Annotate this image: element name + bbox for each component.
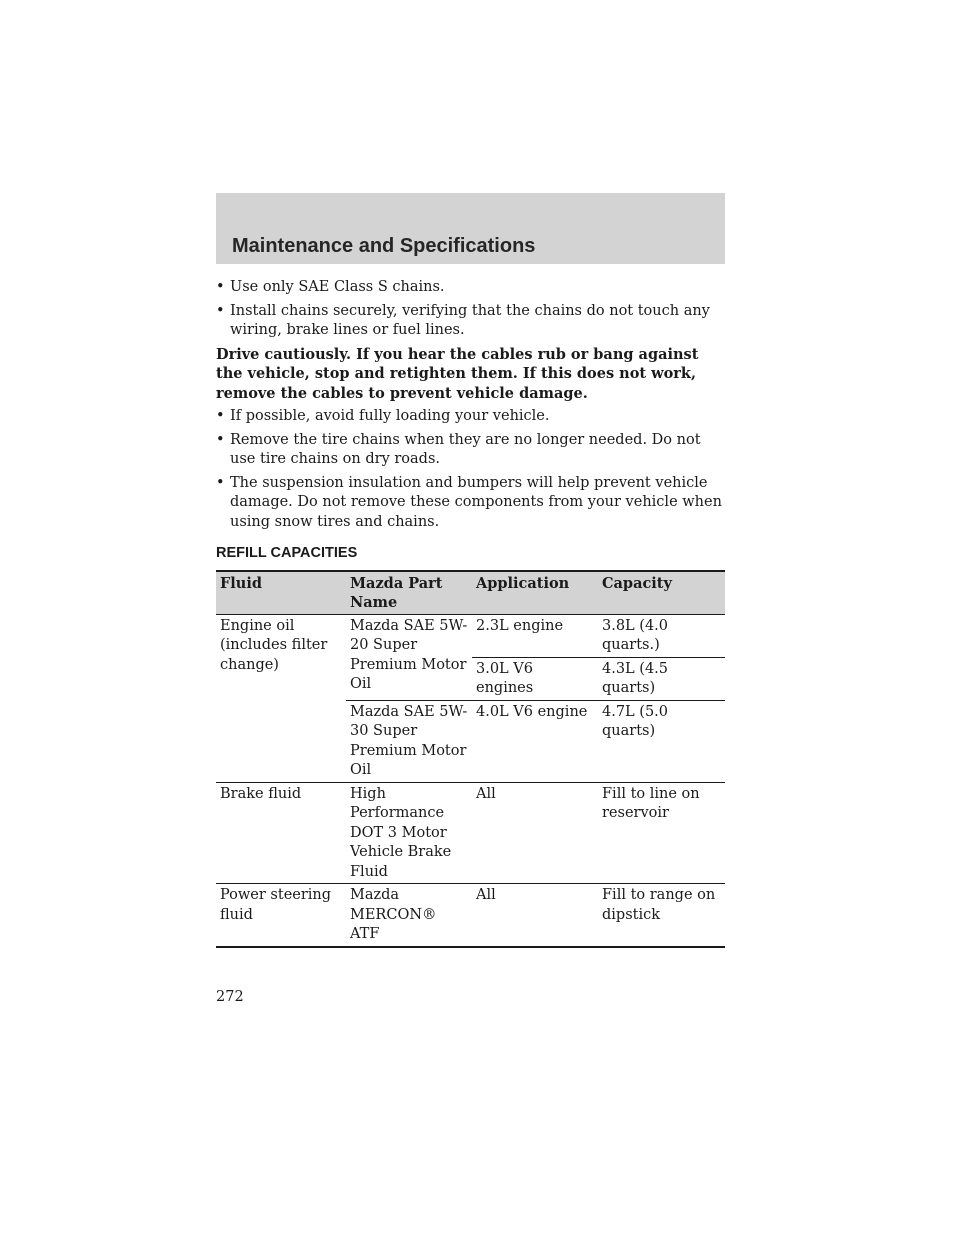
capacity-cell: Fill to range on dipstick bbox=[598, 884, 725, 947]
column-header: Application bbox=[472, 571, 598, 615]
bullet-icon: • bbox=[216, 474, 225, 491]
refill-capacities-table bbox=[216, 570, 725, 948]
part-name-cell: Mazda SAE 5W-30 Super Premium Motor Oil bbox=[346, 700, 472, 782]
table-row bbox=[216, 884, 725, 947]
fluid-cell: Engine oil (includes filter change) bbox=[216, 614, 346, 782]
table-row bbox=[216, 782, 725, 884]
column-header: Mazda Part Name bbox=[346, 571, 472, 615]
table-header-row bbox=[216, 571, 725, 615]
chain-bullet-list bbox=[216, 278, 725, 341]
list-item-text: Remove the tire chains when they are no longer needed. Do not use tire chains on dry roads. bbox=[230, 431, 701, 467]
page-content bbox=[216, 278, 725, 948]
part-name-cell: High Performance DOT 3 Motor Vehicle Brake Fluid bbox=[346, 782, 472, 884]
application-cell: All bbox=[472, 884, 598, 947]
application-cell: All bbox=[472, 782, 598, 884]
bullet-icon: • bbox=[216, 408, 225, 424]
table-row bbox=[216, 614, 725, 657]
capacity-cell: 4.7L (5.0 quarts) bbox=[598, 700, 725, 782]
list-item-text: Install chains securely, verifying that the chains do not touch any wiring, brake lines or fuel lines. bbox=[230, 302, 710, 338]
application-cell: 3.0L V6 engines bbox=[472, 657, 598, 700]
fluid-cell: Brake fluid bbox=[216, 782, 346, 884]
list-item-text: If possible, avoid fully loading your vehicle. bbox=[230, 408, 550, 424]
list-item bbox=[216, 407, 725, 427]
tips-bullet-list bbox=[216, 407, 725, 532]
refill-capacities-heading: REFILL CAPACITIES bbox=[216, 545, 358, 561]
application-cell: 4.0L V6 engine bbox=[472, 700, 598, 782]
part-name-cell: Mazda SAE 5W-20 Super Premium Motor Oil bbox=[346, 614, 472, 700]
list-item-text: The suspension insulation and bumpers will help prevent vehicle damage. Do not remove these components from your vehicle when using snow tires and chains. bbox=[230, 474, 722, 530]
capacity-cell: 3.8L (4.0 quarts.) bbox=[598, 614, 725, 657]
section-title: Maintenance and Specifications bbox=[232, 235, 536, 257]
bullet-icon: • bbox=[216, 279, 225, 295]
fluid-cell: Power steering fluid bbox=[216, 884, 346, 947]
bullet-icon: • bbox=[216, 302, 225, 319]
page-number: 272 bbox=[216, 989, 244, 1005]
warning-paragraph: Drive cautiously. If you hear the cables rub or bang against the vehicle, stop and retighten them. If this does not work, remove the cables to prevent vehicle damage. bbox=[216, 345, 699, 402]
section-header-band bbox=[216, 193, 725, 264]
application-cell: 2.3L engine bbox=[472, 614, 598, 657]
column-header: Capacity bbox=[598, 571, 725, 615]
list-item bbox=[216, 278, 725, 298]
list-item-text: Use only SAE Class S chains. bbox=[230, 279, 445, 295]
part-name-cell: Mazda MERCON® ATF bbox=[346, 884, 472, 947]
list-item bbox=[216, 302, 725, 341]
list-item bbox=[216, 474, 725, 533]
column-header: Fluid bbox=[216, 571, 346, 615]
capacity-cell: Fill to line on reservoir bbox=[598, 782, 725, 884]
list-item bbox=[216, 431, 725, 470]
bullet-icon: • bbox=[216, 431, 225, 448]
capacity-cell: 4.3L (4.5 quarts) bbox=[598, 657, 725, 700]
